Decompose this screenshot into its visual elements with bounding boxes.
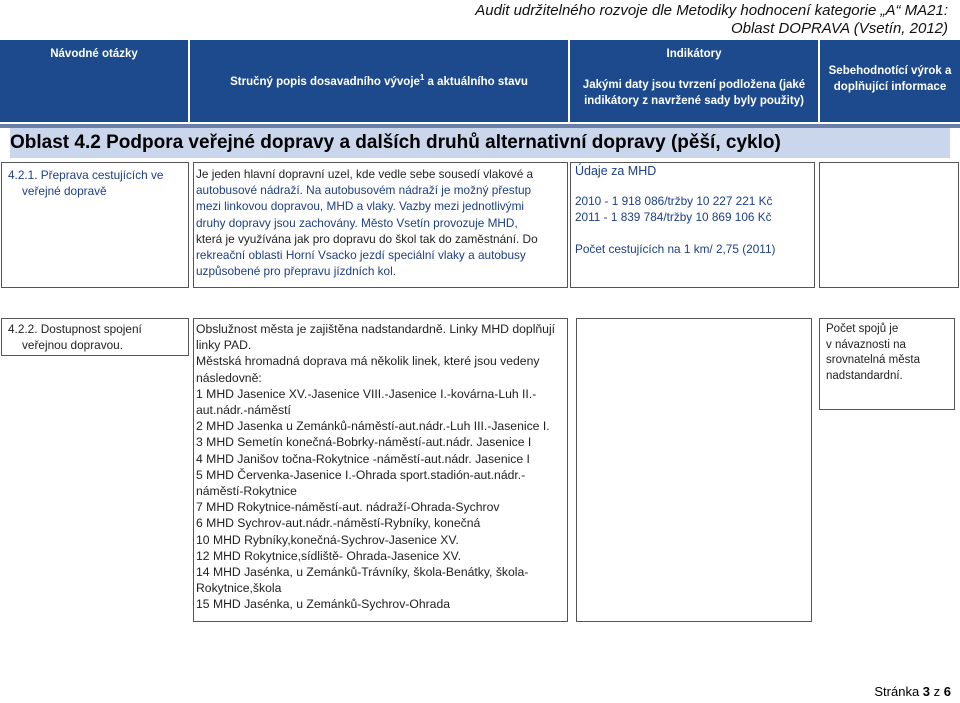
page-number: Stránka 3 z 6: [874, 684, 951, 699]
indicator-passengers-per-km: Počet cestujících na 1 km/ 2,75 (2011): [575, 241, 776, 256]
column-header-indicators: [570, 40, 818, 122]
question-4-2-2: 4.2.2. Dostupnost spojení veřejnou dopravou.: [8, 322, 142, 353]
column-title-description: Stručný popis dosavadního vývoje$^1$ a aktuálního stavu: [230, 73, 528, 88]
header-line-1: Audit udržitelného rozvoje dle Metodiky hodnocení kategorie „A“ MA21:: [475, 2, 948, 19]
column-title-questions: Návodné otázky: [50, 48, 138, 60]
indicator-2011: 2011 - 1 839 784/tržby 10 869 106 Kč: [575, 210, 772, 225]
header-line-2: Oblast DOPRAVA (Vsetín, 2012): [730, 20, 948, 37]
indicators-box-2: [576, 318, 812, 622]
question-4-2-1: 4.2.1. Přeprava cestujících ve veřejné dopravě: [8, 168, 164, 199]
column-header-description: [190, 40, 568, 122]
column-title-self-evaluation-2: doplňující informace: [833, 81, 947, 93]
indicator-title-mhd: Údaje za MHD: [575, 164, 657, 178]
section-title: Oblast 4.2 Podpora veřejné dopravy a dalších druhů alternativní dopravy (pěší, cyklo): [10, 128, 950, 158]
indicator-2010: 2010 - 1 918 086/tržby 10 227 221 Kč: [575, 194, 773, 209]
indicators-4-2-1: [575, 163, 815, 257]
document-header: [475, 2, 948, 38]
column-title-self-evaluation-1: Sebehodnotící výrok a: [828, 65, 952, 77]
column-subtitle-indicators-1: Jakými daty jsou tvrzení podložena (jaké: [582, 79, 806, 91]
column-subtitle-indicators-2: indikátory z navržené sady byly použity): [584, 95, 804, 107]
column-title-indicators: Indikátory: [666, 48, 722, 60]
description-4-2-2: Obslužnost města je zajištěna nadstandardně. Linky MHD doplňují linky PAD. Městská hromadná doprava má několik linek, které jsou vedeny následovně: 1 MHD Jasenice XV.-Jasenice VIII.-Jasenice I.-kovárna-Luh II.- aut.nádr.-náměstí 2 MHD Jasenka u Zemánků-náměstí-aut.nádr.-Luh III.-Jasenice I. 3 MHD Semetín konečná-Bobrky-náměstí-aut.nádr. Jasenice I 4 MHD Janišov točna-Rokytnice -náměstí-aut.nádr. Jasenice I 5 MHD Červenka-Jasenice I.-Ohrada sport.stadión-aut.nádr.- náměstí-Rokytnice 7 MHD Rokytnice-náměstí-aut. nádraží-Ohrada-Sychrov 6 MHD Sychrov-aut.nádr.-náměstí-Rybníky, konečná 10 MHD Rybníky,konečná-Sychrov-Jasenice XV. 12 MHD Rokytnice,sídliště- Ohrada-Jasenice XV. 14 MHD Jasénka, u Zemánků-Trávníky, škola-Benátky, škola- Rokytnice,škola 15 MHD Jasénka, u Zemánků-Sychrov-Ohrada: [196, 322, 556, 612]
self-evaluation-box-1: [819, 162, 959, 288]
column-header-self-evaluation: [820, 40, 960, 122]
column-header-questions: [0, 40, 188, 122]
description-4-2-1: Je jeden hlavní dopravní uzel, kde vedle sebe sousedí vlakové a autobusové nádraží. Na autobusovém nádraží je možný přestup mezi linkovou dopravou, MHD a vlaky. Vazby mezi jednotlivými druhy dopravy jsou zachovány. Město Vsetín provozuje MHD, která je využívána jak pro dopravu do škol tak do zaměstnání. Do rekreační oblasti Horní Vsacko jezdí speciální vlaky a autobusy uzpůsobené pro přepravu jízdních kol.: [196, 167, 538, 279]
self-evaluation-4-2-2: Počet spojů je v návaznosti na srovnatelná města nadstandardní.: [826, 323, 920, 382]
